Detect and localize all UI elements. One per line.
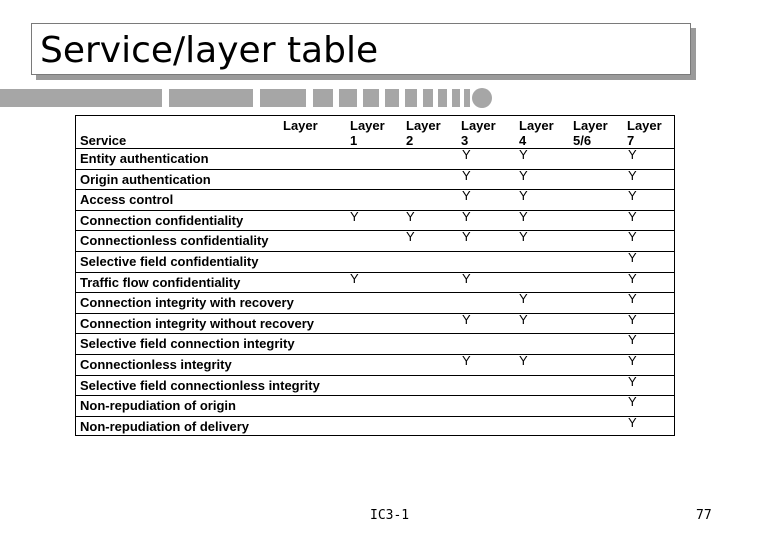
layer-support-cell: Y (519, 229, 528, 245)
header-col-6-line1: Layer (627, 118, 662, 133)
service-name: Entity authentication (80, 151, 209, 166)
layer-support-cell: Y (628, 311, 637, 327)
table-header (76, 116, 674, 148)
table-row (76, 292, 674, 313)
service-layer-table (75, 115, 675, 436)
decor-bar (260, 89, 306, 107)
layer-support-cell: Y (519, 167, 528, 183)
header-col-3-line1: Layer (461, 118, 496, 133)
decor-bar (385, 89, 399, 107)
layer-support-cell: Y (350, 270, 359, 286)
table-row (76, 210, 674, 231)
decor-bar (423, 89, 433, 107)
service-name: Non-repudiation of origin (80, 398, 236, 414)
layer-support-cell: Y (628, 332, 637, 348)
title-box (31, 23, 691, 75)
service-name: Traffic flow confidentiality (80, 274, 241, 290)
layer-support-cell: Y (628, 414, 637, 430)
table-row (76, 395, 674, 416)
decor-bar (0, 89, 162, 107)
service-name: Connectionless integrity (80, 357, 232, 372)
layer-support-cell: Y (628, 250, 637, 265)
header-col-5-line2: 5/6 (573, 133, 592, 148)
table-row (76, 313, 674, 334)
service-name: Connection confidentiality (80, 212, 244, 228)
table-row (76, 375, 674, 396)
header-col-4-line1: Layer (519, 118, 554, 133)
layer-support-cell: Y (519, 147, 528, 162)
service-name: Non-repudiation of delivery (80, 418, 250, 434)
footer-course-code: IC3-1 (370, 508, 410, 523)
layer-support-cell: Y (519, 311, 528, 327)
decor-bar (464, 89, 470, 107)
header-col-3-line2: 3 (461, 133, 469, 148)
table-row (76, 333, 674, 354)
layer-support-cell: Y (628, 167, 637, 183)
service-name: Connectionless confidentiality (80, 233, 269, 249)
layer-support-cell: Y (519, 188, 528, 204)
decor-dot (472, 88, 492, 108)
service-name: Connection integrity without recovery (80, 315, 315, 331)
layer-support-cell: Y (350, 208, 359, 224)
page-number: 77 (696, 508, 712, 523)
table-row (76, 148, 674, 169)
decor-bar (405, 89, 417, 107)
service-name: Selective field confidentiality (80, 254, 259, 269)
decor-bar (339, 89, 357, 107)
layer-support-cell: Y (406, 208, 415, 224)
service-name: Selective field connection integrity (80, 336, 295, 352)
decor-bar (452, 89, 460, 107)
layer-support-cell: Y (519, 208, 528, 224)
layer-support-cell: Y (462, 147, 471, 162)
layer-support-cell: Y (628, 270, 637, 286)
table-row (76, 169, 674, 190)
service-name: Access control (80, 192, 174, 208)
layer-support-cell: Y (628, 373, 637, 389)
header-col-6-line2: 7 (627, 133, 635, 148)
layer-support-cell: Y (519, 353, 528, 368)
header-layer-label: Layer (283, 118, 318, 133)
decor-bar (438, 89, 447, 107)
layer-support-cell: Y (462, 188, 471, 204)
header-col-2-line2: 2 (406, 133, 414, 148)
layer-support-cell: Y (462, 270, 471, 286)
header-col-4-line2: 4 (519, 133, 527, 148)
decor-bar (169, 89, 253, 107)
service-name: Selective field connectionless integrity (80, 377, 320, 393)
table-row (76, 251, 674, 272)
table-row (76, 354, 674, 375)
layer-support-cell: Y (462, 229, 471, 245)
header-col-5-line1: Layer (573, 118, 608, 133)
table-row (76, 230, 674, 251)
table-row (76, 416, 674, 437)
decor-bar (313, 89, 333, 107)
layer-support-cell: Y (462, 311, 471, 327)
service-name: Origin authentication (80, 171, 211, 187)
header-col-1-line1: Layer (350, 118, 385, 133)
table-row (76, 272, 674, 293)
layer-support-cell: Y (462, 353, 471, 368)
service-name: Connection integrity with recovery (80, 295, 294, 311)
layer-support-cell: Y (628, 188, 637, 204)
decor-bar (363, 89, 379, 107)
layer-support-cell: Y (406, 229, 415, 245)
layer-support-cell: Y (628, 353, 637, 368)
header-col-1-line2: 1 (350, 133, 358, 148)
layer-support-cell: Y (519, 291, 528, 307)
layer-support-cell: Y (628, 229, 637, 245)
layer-support-cell: Y (462, 208, 471, 224)
layer-support-cell: Y (462, 167, 471, 183)
layer-support-cell: Y (628, 208, 637, 224)
layer-support-cell: Y (628, 291, 637, 307)
header-service-label: Service (80, 133, 127, 148)
table-row (76, 189, 674, 210)
layer-support-cell: Y (628, 147, 637, 162)
slide-title: Service/layer table (40, 30, 379, 71)
layer-support-cell: Y (628, 394, 637, 410)
header-col-2-line1: Layer (406, 118, 441, 133)
